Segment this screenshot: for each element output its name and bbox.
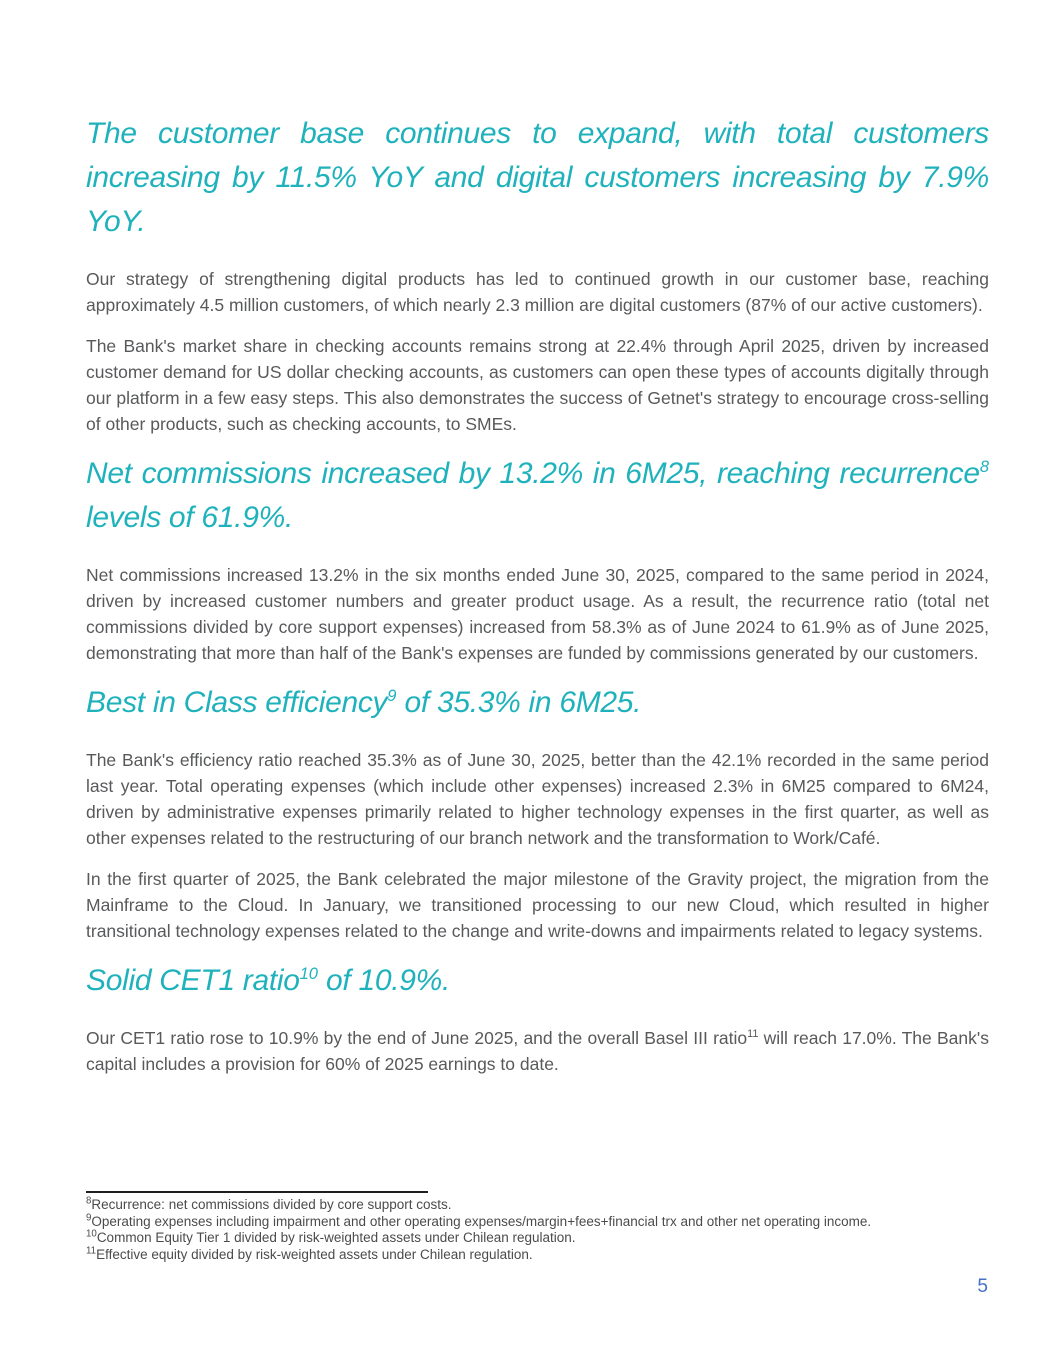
footnote-text: Operating expenses including impairment and other operating expenses/margin+fees+financial trx and other net operating income. [91, 1213, 872, 1229]
footnote-ref: 10 [299, 965, 318, 983]
footnote-marker: 11 [86, 1245, 97, 1256]
footnote-text: Effective equity divided by risk-weighted assets under Chilean regulation. [96, 1246, 533, 1262]
footnote-item [86, 1214, 989, 1231]
section-heading: Solid CET1 ratio$^{10}$ of 10.9%. [86, 964, 451, 997]
footnote-ref: 8 [979, 458, 989, 476]
section-heading: Net commissions increased by 13.2% in 6M25, reaching recurrence$^8$ levels of 61.9%. [86, 457, 989, 534]
body-paragraph: In the first quarter of 2025, the Bank celebrated the major milestone of the Gravity project, the migration from the Mainframe to the Cloud. In January, we transitioned processing to our new Cloud, which resulted in higher transitional technology expenses related to the change and write-downs and impairments related to legacy systems. [86, 869, 989, 941]
footnote-ref: 11 [747, 1028, 759, 1041]
footnote-item [86, 1197, 989, 1214]
footnote-marker: 8 [86, 1195, 92, 1207]
body-paragraph: Net commissions increased 13.2% in the six months ended June 30, 2025, compared to the same period in 2024, driven by increased customer numbers and greater product usage. As a result, the recurrence ratio (total net commissions divided by core support expenses) increased from 58.3% as of June 2024 to 61.9% as of June 2025, demonstrating that more than half of the Bank's expenses are funded by commissions generated by our customers. [86, 565, 989, 663]
footnote-item [86, 1230, 989, 1247]
report-content [86, 112, 989, 1092]
body-paragraph: Our CET1 ratio rose to 10.9% by the end of June 2025, and the overall Basel III ratio$^{11}$ will reach 17.0%. The Bank's capital includes a provision for 60% of 2025 earnings to date. [86, 1028, 989, 1074]
footnote-marker: 9 [86, 1212, 92, 1223]
page-number: 5 [977, 1276, 988, 1297]
footnote-text: Recurrence: net commissions divided by core support costs. [91, 1197, 452, 1212]
body-paragraph: The Bank's efficiency ratio reached 35.3% as of June 30, 2025, better than the 42.1% recorded in the same period last year. Total operating expenses (which include other expenses) increased 2.3% in 6M25 compared to 6M24, driven by administrative expenses primarily related to higher technology expenses in the first quarter, as well as other expenses related to the restructuring of our branch network and the transformation to Work/Café. [86, 750, 989, 848]
section-heading: Best in Class efficiency$^9$ of 35.3% in 6M25. [86, 686, 642, 719]
footnote-divider [86, 1191, 428, 1193]
section-heading: The customer base continues to expand, with total customers increasing by 11.5% YoY and digital customers increasing by 7.9% YoY. [86, 117, 989, 238]
footnotes-section [86, 1191, 989, 1263]
body-paragraph: Our strategy of strengthening digital products has led to continued growth in our customer base, reaching approximately 4.5 million customers, of which nearly 2.3 million are digital customers (87% of our active customers). [86, 269, 989, 315]
body-paragraph: The Bank's market share in checking accounts remains strong at 22.4% through April 2025, driven by increased customer demand for US dollar checking accounts, as customers can open these types of accounts digitally through our platform in a few easy steps. This also demonstrates the success of Getnet's strategy to encourage cross-selling of other products, such as checking accounts, to SMEs. [86, 336, 989, 434]
footnote-marker: 10 [86, 1228, 97, 1240]
footnote-item [86, 1247, 989, 1264]
footnote-list [86, 1197, 989, 1263]
footnote-ref: 9 [387, 687, 397, 705]
footnote-text: Common Equity Tier 1 divided by risk-weighted assets under Chilean regulation. [96, 1230, 576, 1245]
